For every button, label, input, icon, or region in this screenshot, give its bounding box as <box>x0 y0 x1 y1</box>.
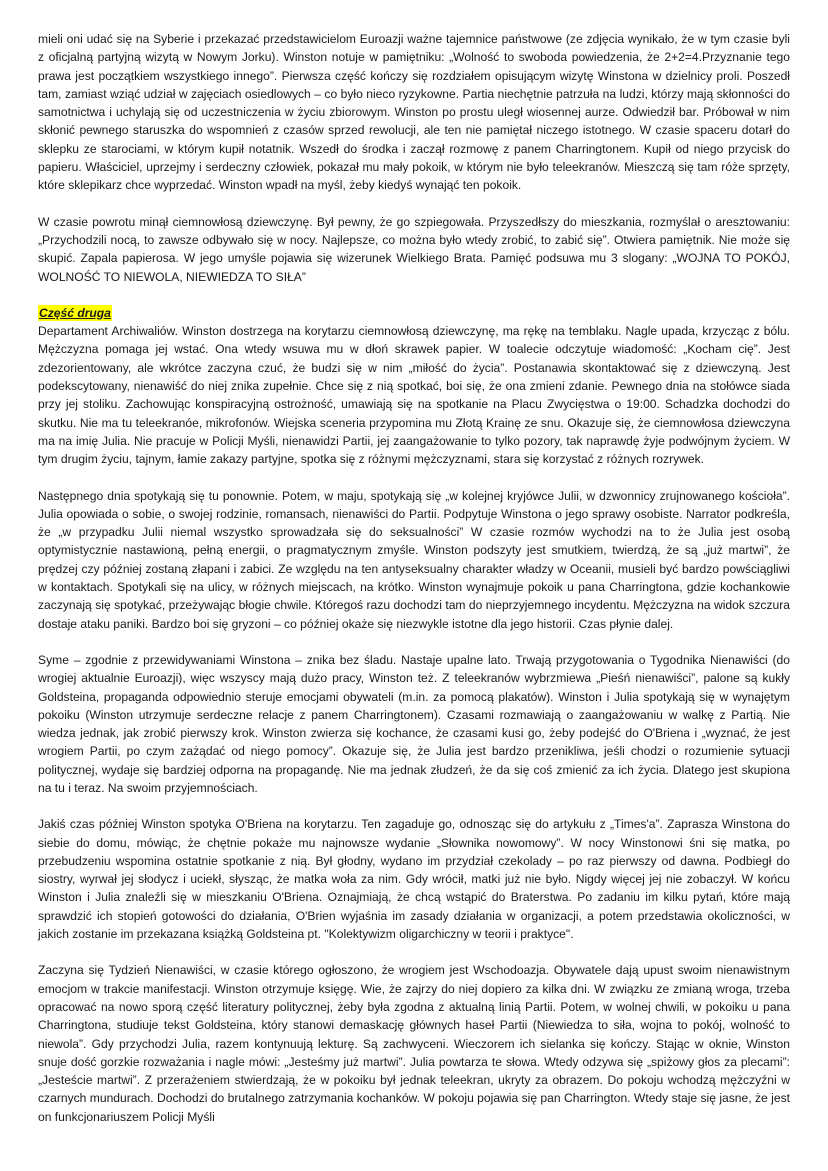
paragraph: Zaczyna się Tydzień Nienawiści, w czasie którego ogłoszono, że wrogiem jest Wschodoazja. Obywatele dają upust swoim nienawistnym emocjom w trakcie manifestacji. Winston otrzymuje księgę. Wie, że zajrzy do niej dopiero za kilka dni. W związku ze zmianą wroga, trzeba opracować na nowo sporą część literatury politycznej, żeby była zgodna z aktualną linią Partii. Potem, w wolnej chwili, w pokoiku u pana Charringtona, studiuje tekst Goldsteina, który stanowi demaskację głównych haseł Partii (Niewiedza to siła, wojna to pokój, wolność to niewola”. Gdy przychodzi Julia, razem kontynuują lekturę. Są zachwyceni. Wieczorem ich sielanka się kończy. Stając w oknie, Winston snuje dość gorzkie rozważania i nagle mówi: „Jesteśmy już martwi”. Julia powtarza te słowa. Wtedy odzywa się „spiżowy głos za plecami”: „Jesteście martwi”. Z przerażeniem stwierdzają, że w pokoiku był jednak teleekran, ukryty za obrazem. Do pokoju wchodzą mężczyźni w czarnych mundurach. Dochodzi do brutalnego zatrzymania kochanków. W pokoju pojawia się pan Charrington. Wtedy staje się jasne, że jest on funkcjonariuszem Policji Myśli <box>38 963 790 1124</box>
paragraph: Następnego dnia spotykają się tu ponownie. Potem, w maju, spotykają się „w kolejnej kryjówce Julii, w dzwonnicy zrujnowanego kościoła”. Julia opowiada o sobie, o swojej rodzinie, romansach, nienawiści do Partii. Podpytuje Winstona o jego sprawy osobiste. Narrator podkreśla, że „w przypadku Julii niemal wszystko sprowadzała się do seksualności” W czasie rozmów wychodzi na to że Julia jest osobą optymistycznie nastawioną, pełną energii, o pragmatycznym zmyśle. Winston podszyty jest smutkiem, twierdzą, że są „już martwi”, że prędzej czy później zostaną złapani i zabici. Ze względu na ten antyseksualny charakter władzy w Oceanii, musieli być bardzo powściągliwi w kontaktach. Spotykali się na ulicy, w różnych miejscach, na krótko. Winston wynajmuje pokoik u pana Charringtona, gdzie kochankowie zaczynają się spotykać, przeżywając błogie chwile. Któregoś razu dochodzi tam do nieprzyjemnego incydentu. Mężczyzna na widok szczura dostaje ataku paniki. Bardzo boi się gryzoni – co później okaże się niezwykle istotne dla jego historii. Czas płynie dalej. <box>38 488 790 631</box>
paragraph: mieli oni udać się na Syberie i przekazać przedstawicielom Euroazji ważne tajemnice państwowe (ze zdjęcia wynikało, że w tym czasie byli z oficjalną partyjną wizytą w Nowym Jorku). Winston notuje w pamiętniku: „Wolność to swoboda powiedzenia, że 2+2=4.Przyznanie tego prawa jest początkiem wszystkiego innego”. Pierwsza część kończy się rozdziałem opisującym wizytę Winstona w dzielnicy proli. Poszedł tam, zamiast wziąć udział w zajęciach osiedlowych – co było nieco ryzykowne. Partia niechętnie patrzuła na ludzi, którzy mają skłonności do samotnictwa i uchylają się od uczestniczenia w życiu zbiorowym. Winston po prostu uległ wiosennej aurze. Odwiedził bar. Próbował w nim skłonić pewnego staruszka do wspomnień z czasów sprzed rewolucji, ale ten nie pamiętał niczego istotnego. W czasie spaceru dotarł do sklepku ze starociami, w którym kupił notatnik. Wszedł do środka i zaczął rozmowę z panem Charringtonem. Kupił od niego przycisk do papieru. Właściciel, uprzejmy i serdeczny człowiek, pokazał mu mały pokoik, w którym nie było teleekranów. Mieszczą się tam róże sprzęty, które sklepikarz chce wyprzedać. Winston wpadł na myśl, żeby kiedyś wynająć ten pokoik. <box>38 32 790 193</box>
document-page <box>38 30 790 1144</box>
paragraph: Syme – zgodnie z przewidywaniami Winstona – znika bez śladu. Nastaje upalne lato. Trwają przygotowania o Tygodnika Nienawiści (do wrogiej aktualnie Euroazji), więc wszyscy mają dużo pracy, Winston też. Z teleekranów wybrzmiewa „Pieśń nienawiści”, palone są kukły Goldsteina, propaganda odpowiednio steruje emocjami obywateli (m.in. za pomocą plakatów). Winston i Julia spotykają się w wynajętym pokoiku (Winston utrzymuje serdeczne relacje z panem Charringtonem). Czasami rozmawiają o zaangażowaniu w walkę z Partią. Nie wiedza jednak, jak zrobić pierwszy krok. Winston zwierza się kochance, że czasami kusi go, żeby podejść do O'Briena i „wyznać, że jest wrogiem Partii, po czym zażądać od niego pomocy”. Okazuje się, że Julia jest bardzo przenikliwa, jeśli chodzi o rozumienie sytuacji politycznej, wydaje się bardziej odporna na propagandę. Nie ma jednak złudzeń, że da się coś zmienić za ich życia. Dlatego jest skupiona na tu i teraz. Na swoim przyjemnościach. <box>38 652 790 795</box>
paragraph: Departament Archiwaliów. Winston dostrzega na korytarzu ciemnowłosą dziewczynę, ma rękę na temblaku. Nagle upada, krzycząc z bólu. Mężczyzna pomaga jej wstać. Ona wtedy wsuwa mu w dłoń skrawek papier. W toalecie odczytuje wiadomość: „Kocham cię”. Jest zdezorientowany, ale wkrótce zaczyna czuć, że budzi się w nim „miłość do życia”. Postanawia skontaktować się z dziewczyną. Jest podekscytowany, nienawiść do niej znika zupełnie. Chce się z nią spotkać, boi się, że ona zmieni zdanie. Pewnego dnia na stołówce siada przy jej stoliku. Zachowując konspiracyjną ostrożność, umawiają się na spotkanie na Placu Zwycięstwa o 19:00. Schadzka dochodzi do skutku. Nie ma tu teleekranóe, mikrofonów. Wiejska sceneria przypomina mu Złotą Krainę ze snu. Okazuje się, że ciemnowłosa dziewczyna ma na imię Julia. Nie pracuje w Policji Myśli, nienawidzi Partii, jej zaangażowanie to tylko pozory, tak naprawdę żyje podwójnym życiem. W tym drugim życiu, tajnym, łamie zakazy partyjne, spotka się z różnymi mężczyznami, stara się korzystać z różnych rozrywek. <box>38 324 790 467</box>
paragraph: Jakiś czas później Winston spotyka O'Briena na korytarzu. Ten zagaduje go, odnosząc się do artykułu z „Times'a”. Zaprasza Winstona do siebie do domu, mówiąc, że chętnie pokaże mu najnowsze wydanie „Słownika nowomowy”. W nocy Winstonowi śni się matka, po przebudzeniu wspomina ostatnie spotkanie z nią. Był głodny, wydano im przydział czekolady – po raz pierwszy od dawna. Podbiegł do siostry, wyrwał jej słodycz i uciekł, słysząc, że matka woła za nim. Gdy wrócił, matki już nie było. Nigdy więcej jej nie zobaczył. W końcu Winston i Julia znaleźli się w mieszkaniu O'Briena. Oznajmiają, że chcą wstąpić do Braterstwa. Po zadaniu im kilku pytań, które mają sprawdzić ich stopień gotowości do działania, O'Brien wyjaśnia im zasady działania w organizacji, a potem przedstawia okoliczności, w jakich zostanie im przekazana książką Goldsteina pt. "Kolektywizm oligarchiczny w teorii i praktyce". <box>38 817 790 942</box>
section-heading: Część druga <box>39 305 111 320</box>
section-heading-line <box>38 304 790 322</box>
paragraph: W czasie powrotu minął ciemnowłosą dziewczynę. Był pewny, że go szpiegowała. Przyszedłszy do mieszkania, rozmyślał o aresztowaniu: „Przychodzili nocą, to zawsze odbywało się w nocy. Najlepsze, co można było wtedy zrobić, to zabić się”. Otwiera pamiętnik. Nie może się skupić. Zapala papierosa. W jego umyśle pojawia się wizerunek Wielkiego Brata. Pamięć podsuwa mu 3 slogany: „WOJNA TO POKÓJ, WOLNOŚĆ TO NIEWOLA, NIEWIEDZA TO SIŁA” <box>38 214 790 284</box>
